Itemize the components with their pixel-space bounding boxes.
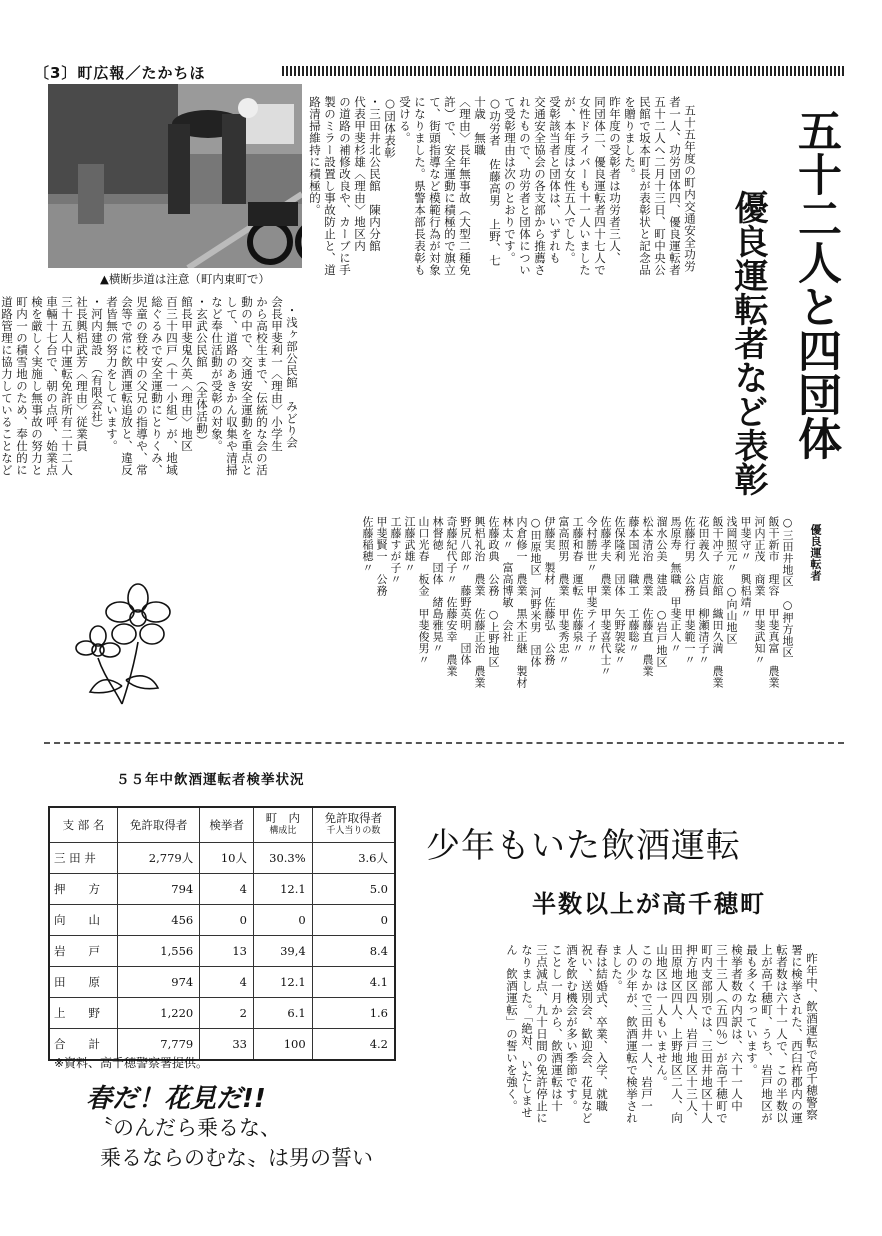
header-rule bbox=[282, 66, 844, 76]
table-cell: 8.4 bbox=[312, 936, 395, 967]
table-cell: 押 方 bbox=[49, 874, 118, 905]
table-cell: 2,779人 bbox=[118, 843, 200, 874]
table-row bbox=[49, 936, 395, 967]
table-row bbox=[49, 967, 395, 998]
table-cell: 794 bbox=[118, 874, 200, 905]
table-cell: 向 山 bbox=[49, 905, 118, 936]
col-header: 免許取得者 bbox=[118, 807, 200, 843]
col-header: 検挙者 bbox=[200, 807, 254, 843]
article1-subtitle: 優良運転者など表彰 bbox=[728, 190, 768, 496]
table-cell: 0 bbox=[200, 905, 254, 936]
table-cell: 6.1 bbox=[253, 998, 312, 1029]
col-header-line2: 構成比 bbox=[269, 826, 297, 836]
table-cell: 2 bbox=[200, 998, 254, 1029]
col-header: 支 部 名 bbox=[49, 807, 118, 843]
article1-body-text-2: ・浅ヶ部公民館 みどり会 会長甲斐利一〈理由〉小学生 から高校生まで、伝統的な会の活 動の中で、交通安全運動を重点と して、道路のあきかん収集や清掃 など奉仕活動が受彰の対象。 ・玄武公民館 （全体活動） 館長甲斐鬼久英〈理由〉地区 百三十四戸（十一小組）が、地域 総ぐるみで安全運動にとりくみ、 児童の登校中の父兄の指導や、常 会等で常に飲酒運転追放と、違反 者皆無の努力をしています。 ・河内建設 （有限会社） 社長興梠武芳〈理由〉従業員 三十五人中運転免許所有二十二人 車輛十七台で、朝の点呼、始業点 検を厳しく実施し無事故の努力と 町内一の積雪地のため、奉仕的に 道路管理に協力していることなど bbox=[0, 296, 299, 476]
table-cell: 100 bbox=[253, 1029, 312, 1061]
news-photo bbox=[48, 84, 302, 268]
article2-subtitle: 半数以上が高千穂町 bbox=[532, 890, 766, 918]
table-cell: 33 bbox=[200, 1029, 254, 1061]
flower-illustration bbox=[68, 576, 178, 706]
table-cell: 3.6人 bbox=[312, 843, 395, 874]
col-header-line1: 町 内 bbox=[265, 811, 301, 825]
article1-body bbox=[308, 96, 712, 456]
table-cell: 974 bbox=[118, 967, 200, 998]
table-row bbox=[49, 998, 395, 1029]
col-header bbox=[253, 807, 312, 843]
table-cell: 12.1 bbox=[253, 967, 312, 998]
table-cell: 4 bbox=[200, 874, 254, 905]
article2-body-text: 昨年中、飲酒運転で高千穂警察 署に検挙された、西臼杵郡内の運 転者数は六十一人で、この半数以 上が高千穂町、うち、岩戸地区が 最も多くなっています。 検挙者数の内訳は、六十一人中 三十三人（五四％）が高千穂町で 町内支部別では、三田井地区十人 押方地区四人、岩戸地区十三人、 田原地区四人、上野地区二人、向 山地区は一人もいません。 このなかで三田井一人、岩戸一 人の少年が、飲酒運転で検挙され ました。 春は結婚式、卒業、入学、就職 祝い、送別会、歓迎会、花見など 酒を飲む機会が多い季節です。 ことし一月から、飲酒運転は十 三点減点、九十日間の免許停止に なりました。「絶対、いたしませ ん 飲酒運転」の誓いを強く。 bbox=[505, 944, 819, 1124]
table-cell: 456 bbox=[118, 905, 200, 936]
slogan-title: 春だ！花見だ!! bbox=[86, 1084, 266, 1114]
table-title: ５５年中飲酒運転者検挙状況 bbox=[116, 772, 305, 788]
table-cell: 岩 戸 bbox=[49, 936, 118, 967]
slogan-line: 乗るならのむな〟は男の誓い bbox=[100, 1146, 373, 1170]
slogan-line: 〝のんだら乗るな、 bbox=[92, 1116, 281, 1140]
table-cell: 田 原 bbox=[49, 967, 118, 998]
table-cell: 39,4 bbox=[253, 936, 312, 967]
photo-illustration bbox=[48, 84, 302, 268]
table-cell: 7,779 bbox=[118, 1029, 200, 1061]
col-header-line2: 千人当りの数 bbox=[326, 826, 381, 836]
table-cell: 0 bbox=[312, 905, 395, 936]
table-cell: 三 田 井 bbox=[49, 843, 118, 874]
table-cell: 合 計 bbox=[49, 1029, 118, 1061]
honor-list bbox=[196, 516, 836, 746]
table-cell: 12.1 bbox=[253, 874, 312, 905]
table-cell: 4.2 bbox=[312, 1029, 395, 1061]
article1-title: 五十二人と四団体 bbox=[790, 108, 841, 460]
article2-title: 少年もいた飲酒運転 bbox=[426, 826, 741, 866]
table-cell: 上 野 bbox=[49, 998, 118, 1029]
table-header-row bbox=[49, 807, 395, 843]
honor-list-items: ○三田井地区 ○押方地区 飯干新市 理容 甲斐真富 農業 河内正茂 商業 甲斐武知〃 甲斐守〃 興梠靖〃 浅岡照元〃 ○向山地区 飯干冲子 旅館 織田久満 農業 花田義久 店員 柳瀬清子〃 佐藤行男 公務 甲斐範一〃 馬原寿 無職 甲斐正人〃 溜水公美 建設 ○岩戸地区 松本清治 農業 佐藤直 農業 藤本国光 職工 工藤聡〃 佐保隆利 団体 矢野袈裟〃 佐藤孝夫 農業 甲斐喜代士〃 今村勝世〃 甲斐テイ子〃 工藤和春 運転 佐藤泉〃 富高照男 農業 甲斐秀忠〃 伊藤実 製材 佐藤弘 公務 ○田原地区 河野米男 団体 内倉修一 農業 黒木正継 製材 林太〃 富高博敏 会社 佐藤政典 公務 ○上野地区 興梠礼治 農業 佐藤正治 農業 野尻八郎〃 藤野英明 団体 奇藤紀代子〃 佐藤安幸 農業 林督徳 団体 緒島雅晃〃 山口光春 板金 甲斐俊男〃 江藤武雄〃 工藤すが子〃 甲斐賢一 公務 佐藤稲穂〃 bbox=[361, 516, 794, 689]
section-divider bbox=[44, 742, 844, 744]
honor-list-heading: 優良運転者 bbox=[809, 524, 822, 582]
table-source-note: ※資料、高千穂警察署提供。 bbox=[54, 1056, 209, 1070]
col-header bbox=[312, 807, 395, 843]
table-cell: 4.1 bbox=[312, 967, 395, 998]
table-cell: 1,220 bbox=[118, 998, 200, 1029]
table-cell: 30.3% bbox=[253, 843, 312, 874]
table-row bbox=[49, 874, 395, 905]
dui-stats-table bbox=[48, 806, 396, 1061]
table-cell: 0 bbox=[253, 905, 312, 936]
table-cell: 10人 bbox=[200, 843, 254, 874]
table-cell: 1,556 bbox=[118, 936, 200, 967]
article2-body bbox=[414, 944, 834, 1182]
table-cell: 5.0 bbox=[312, 874, 395, 905]
article1-body-text: 五十五年度の町内交通安全功労 者一人、功労団体四、優良運転者 五十二人へ二月十三日、町中央公 民館で坂本町長が表彰状と記念品 を贈りました。 昨年度の受彰者は功労者三人、 同団体二、優良運転者四十七人で 女性ドライバーも十一人いました が、本年度は女性五人でした。 受彰該当者と団体は、いずれも 交通安全協会の各支部から推薦さ れたもので、功労者と団体につい て受彰理由は次のとおりです。 ○功労者 佐藤高男 上野、七 十歳 無職 〈理由〉長年無事故（大型二種免 許）で、安全運動に積極的で旗立 て、街頭指導など模範行為が対象 になりました。県警本部長表彰も 受ける。 ○団体表彰 ・三田井北公民館 陳内分館 代表甲斐杉雄〈理由〉地区内 の道路の補修改良や、カーブに手 製のミラー設置し事故防止と、道 路清掃維持に積極的。 bbox=[308, 96, 697, 276]
photo-caption: ▲横断歩道は注意（町内東町で） bbox=[100, 272, 270, 286]
table-row bbox=[49, 905, 395, 936]
table-cell: 1.6 bbox=[312, 998, 395, 1029]
col-header-line1: 免許取得者 bbox=[324, 811, 383, 825]
table-cell: 13 bbox=[200, 936, 254, 967]
page-header: 〔3〕町広報／たかちほ bbox=[34, 64, 206, 82]
table-cell: 4 bbox=[200, 967, 254, 998]
table-row bbox=[49, 843, 395, 874]
